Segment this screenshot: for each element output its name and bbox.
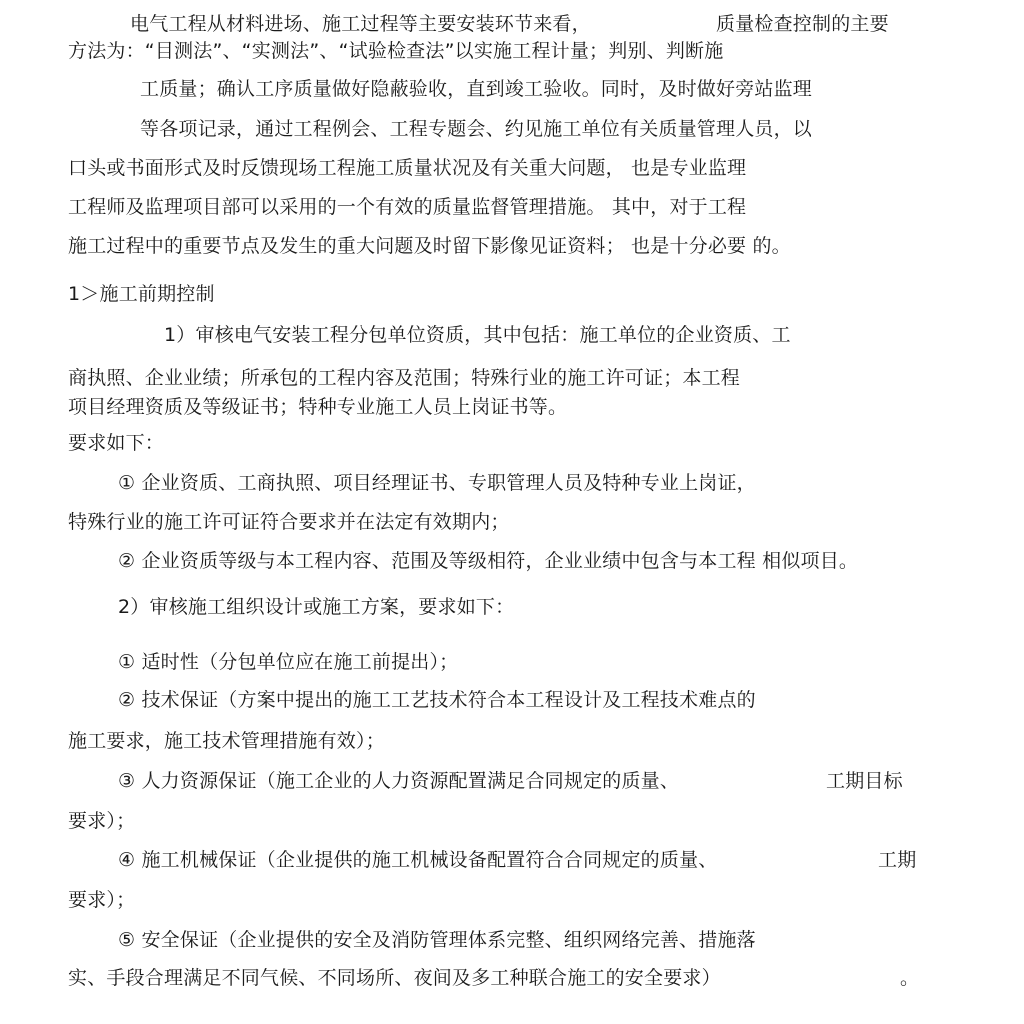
item2-req1: ① 适时性（分包单位应在施工前提出）； [118, 651, 459, 673]
item2-req2-line-1: ② 技术保证（方案中提出的施工工艺技术符合本工程设计及工程技术难点的 [118, 689, 756, 711]
intro-line-5: 口头或书面形式及时反馈现场工程施工质量状况及有关重大问题， 也是专业监理 [68, 157, 747, 179]
item2-req4-line-1a: ④ 施工机械保证（企业提供的施工机械设备配置符合合同规定的质量、 [118, 849, 718, 871]
item1-req2: ② 企业资质等级与本工程内容、范围及等级相符，企业业绩中包含与本工程 相似项目。 [118, 550, 859, 572]
intro-line-3: 工质量；确认工序质量做好隐蔽验收，直到竣工验收。同时，及时做好旁站监理 [140, 78, 813, 100]
item1-line-2: 商执照、企业业绩；所承包的工程内容及范围；特殊行业的施工许可证；本工程 [68, 367, 741, 389]
item2-req3-line-1b: 工期目标 [826, 770, 903, 792]
intro-line-6: 工程师及监理项目部可以采用的一个有效的质量监督管理措施。 其中，对于工程 [68, 196, 747, 218]
item2-req3-line-2: 要求）； [68, 810, 136, 832]
item2-line-1: 2）审核施工组织设计或施工方案，要求如下： [118, 596, 515, 618]
intro-line-2: 方法为：“目测法”、“实测法”、“试验检查法”以实施工程计量；判别、判断施 [68, 40, 724, 62]
item1-line-3: 项目经理资质及等级证书；特种专业施工人员上岗证书等。 [68, 396, 568, 418]
intro-line-1a: 电气工程从材料进场、施工过程等主要安装环节来看， [130, 13, 591, 35]
item2-req5-line-1: ⑤ 安全保证（企业提供的安全及消防管理体系完整、组织网络完善、措施落 [118, 929, 756, 951]
requirements-label: 要求如下： [68, 432, 165, 454]
intro-line-1b: 质量检查控制的主要 [716, 13, 889, 35]
section-heading: 1＞施工前期控制 [68, 283, 215, 305]
item1-line-1: 1）审核电气安装工程分包单位资质，其中包括：施工单位的企业资质、工 [164, 324, 791, 346]
intro-line-4: 等各项记录，通过工程例会、工程专题会、约见施工单位有关质量管理人员，以 [140, 118, 813, 140]
item1-req1-line-1: ① 企业资质、工商执照、项目经理证书、专职管理人员及特种专业上岗证， [118, 472, 756, 494]
item2-req2-line-2: 施工要求，施工技术管理措施有效）； [68, 730, 385, 752]
item2-req4-line-2: 要求）； [68, 889, 136, 911]
intro-line-7: 施工过程中的重要节点及发生的重大问题及时留下影像见证资料； 也是十分必要 的。 [68, 235, 791, 257]
item1-req1-line-2: 特殊行业的施工许可证符合要求并在法定有效期内； [68, 511, 510, 533]
item2-req5-line-2a: 实、手段合理满足不同气候、不同场所、夜间及多工种联合施工的安全要求） [68, 967, 721, 989]
item2-req3-line-1a: ③ 人力资源保证（施工企业的人力资源配置满足合同规定的质量、 [118, 770, 680, 792]
item2-req4-line-1b: 工期 [878, 849, 917, 871]
item2-req5-line-2b: 。 [900, 967, 920, 989]
